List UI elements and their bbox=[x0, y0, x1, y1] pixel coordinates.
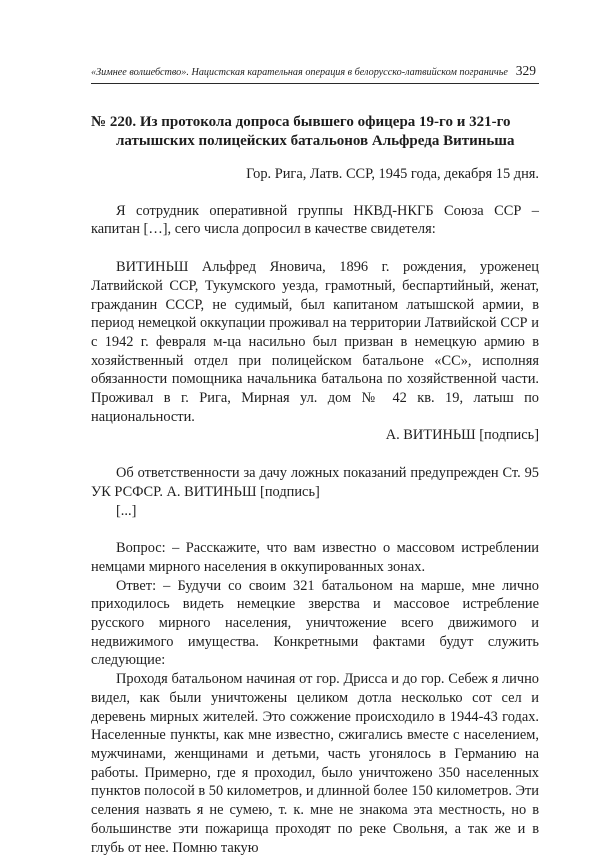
witness-info-paragraph: ВИТИНЬШ Альфред Яновича, 1896 г. рождения, уроженец Латвийской ССР, Тукумского уезда, грамотный, беспартийный, женат, гражданин СССР, не судимый, был капитаном латышской армии, в период немецкой оккупации проживал на территории Латвийской ССР и с 1942 г. февраля м-ца насильно был призван в немецкую армию в хозяйственный отдел при полицейском батальоне «СС», исполняя обязанности помощника начальника батальона по хозяйственной части. Проживал в г. Рига, Мирная ул. дом № 42 кв. 19, латыш по национальности. bbox=[91, 259, 539, 425]
omission-marker: [...] bbox=[116, 502, 137, 519]
page-number: 329 bbox=[515, 63, 536, 78]
running-header bbox=[91, 63, 539, 81]
witness-signature: А. ВИТИНЬШ [подпись] bbox=[385, 427, 539, 444]
running-title: «Зимнее волшебство». Нацистская карательная операция в белорусско-латвийском пограничье bbox=[91, 67, 508, 78]
page-body bbox=[91, 113, 539, 857]
intro-paragraph: Я сотрудник оперативной группы НКВД-НКГБ Союза ССР – капитан […], сего числа допросил в качестве свидетеля: bbox=[91, 202, 539, 238]
header-divider bbox=[91, 83, 539, 84]
answer-paragraph: Ответ: – Будучи со своим 321 батальоном на марше, мне лично приходилось видеть немецкие зверства и массовое истребление русского мирного населения, уничтожение всего движимого и недвижимого имущества. Конкретными фактами будут служить следующие: bbox=[91, 577, 539, 669]
question-paragraph: Вопрос: – Расскажите, что вам известно о массовом истреблении немцами мирного населения в оккупированных зонах. bbox=[91, 540, 539, 575]
warning-paragraph: Об ответственности за дачу ложных показаний предупрежден Ст. 95 УК РСФСР. А. ВИТИНЬШ [подпись] bbox=[91, 465, 539, 500]
continuation-paragraph: Проходя батальоном начиная от гор. Дрисса и до гор. Себеж я лично видел, как были уничтожены целиком дотла несколько сот сел и деревень мирных жителей. Это сожжение происходило в 1944-43 годах. Населенные пункты, как мне известно, сжигались вместе с населением, мужчинами, женщинами и детьми, часть угонялось в Германию на работы. Примерно, где я проходил, было уничтожено 350 населенных пунктов полосой в 50 километров, и длинной более 150 километров. Эти селения назвать я не сумею, т. к. мне не знакома эта местность, но в большинстве эти пожарища проходят по реке Свольня, а так же и в глубь от нее. Помню такую bbox=[91, 671, 540, 856]
place-date: Гор. Рига, Латв. ССР, 1945 года, декабря 15 дня. bbox=[246, 166, 539, 182]
document-title: № 220. Из протокола допроса бывшего офицера 19-го и 321-го латышских полицейских батальонов Альфреда Витиньша bbox=[91, 114, 515, 149]
